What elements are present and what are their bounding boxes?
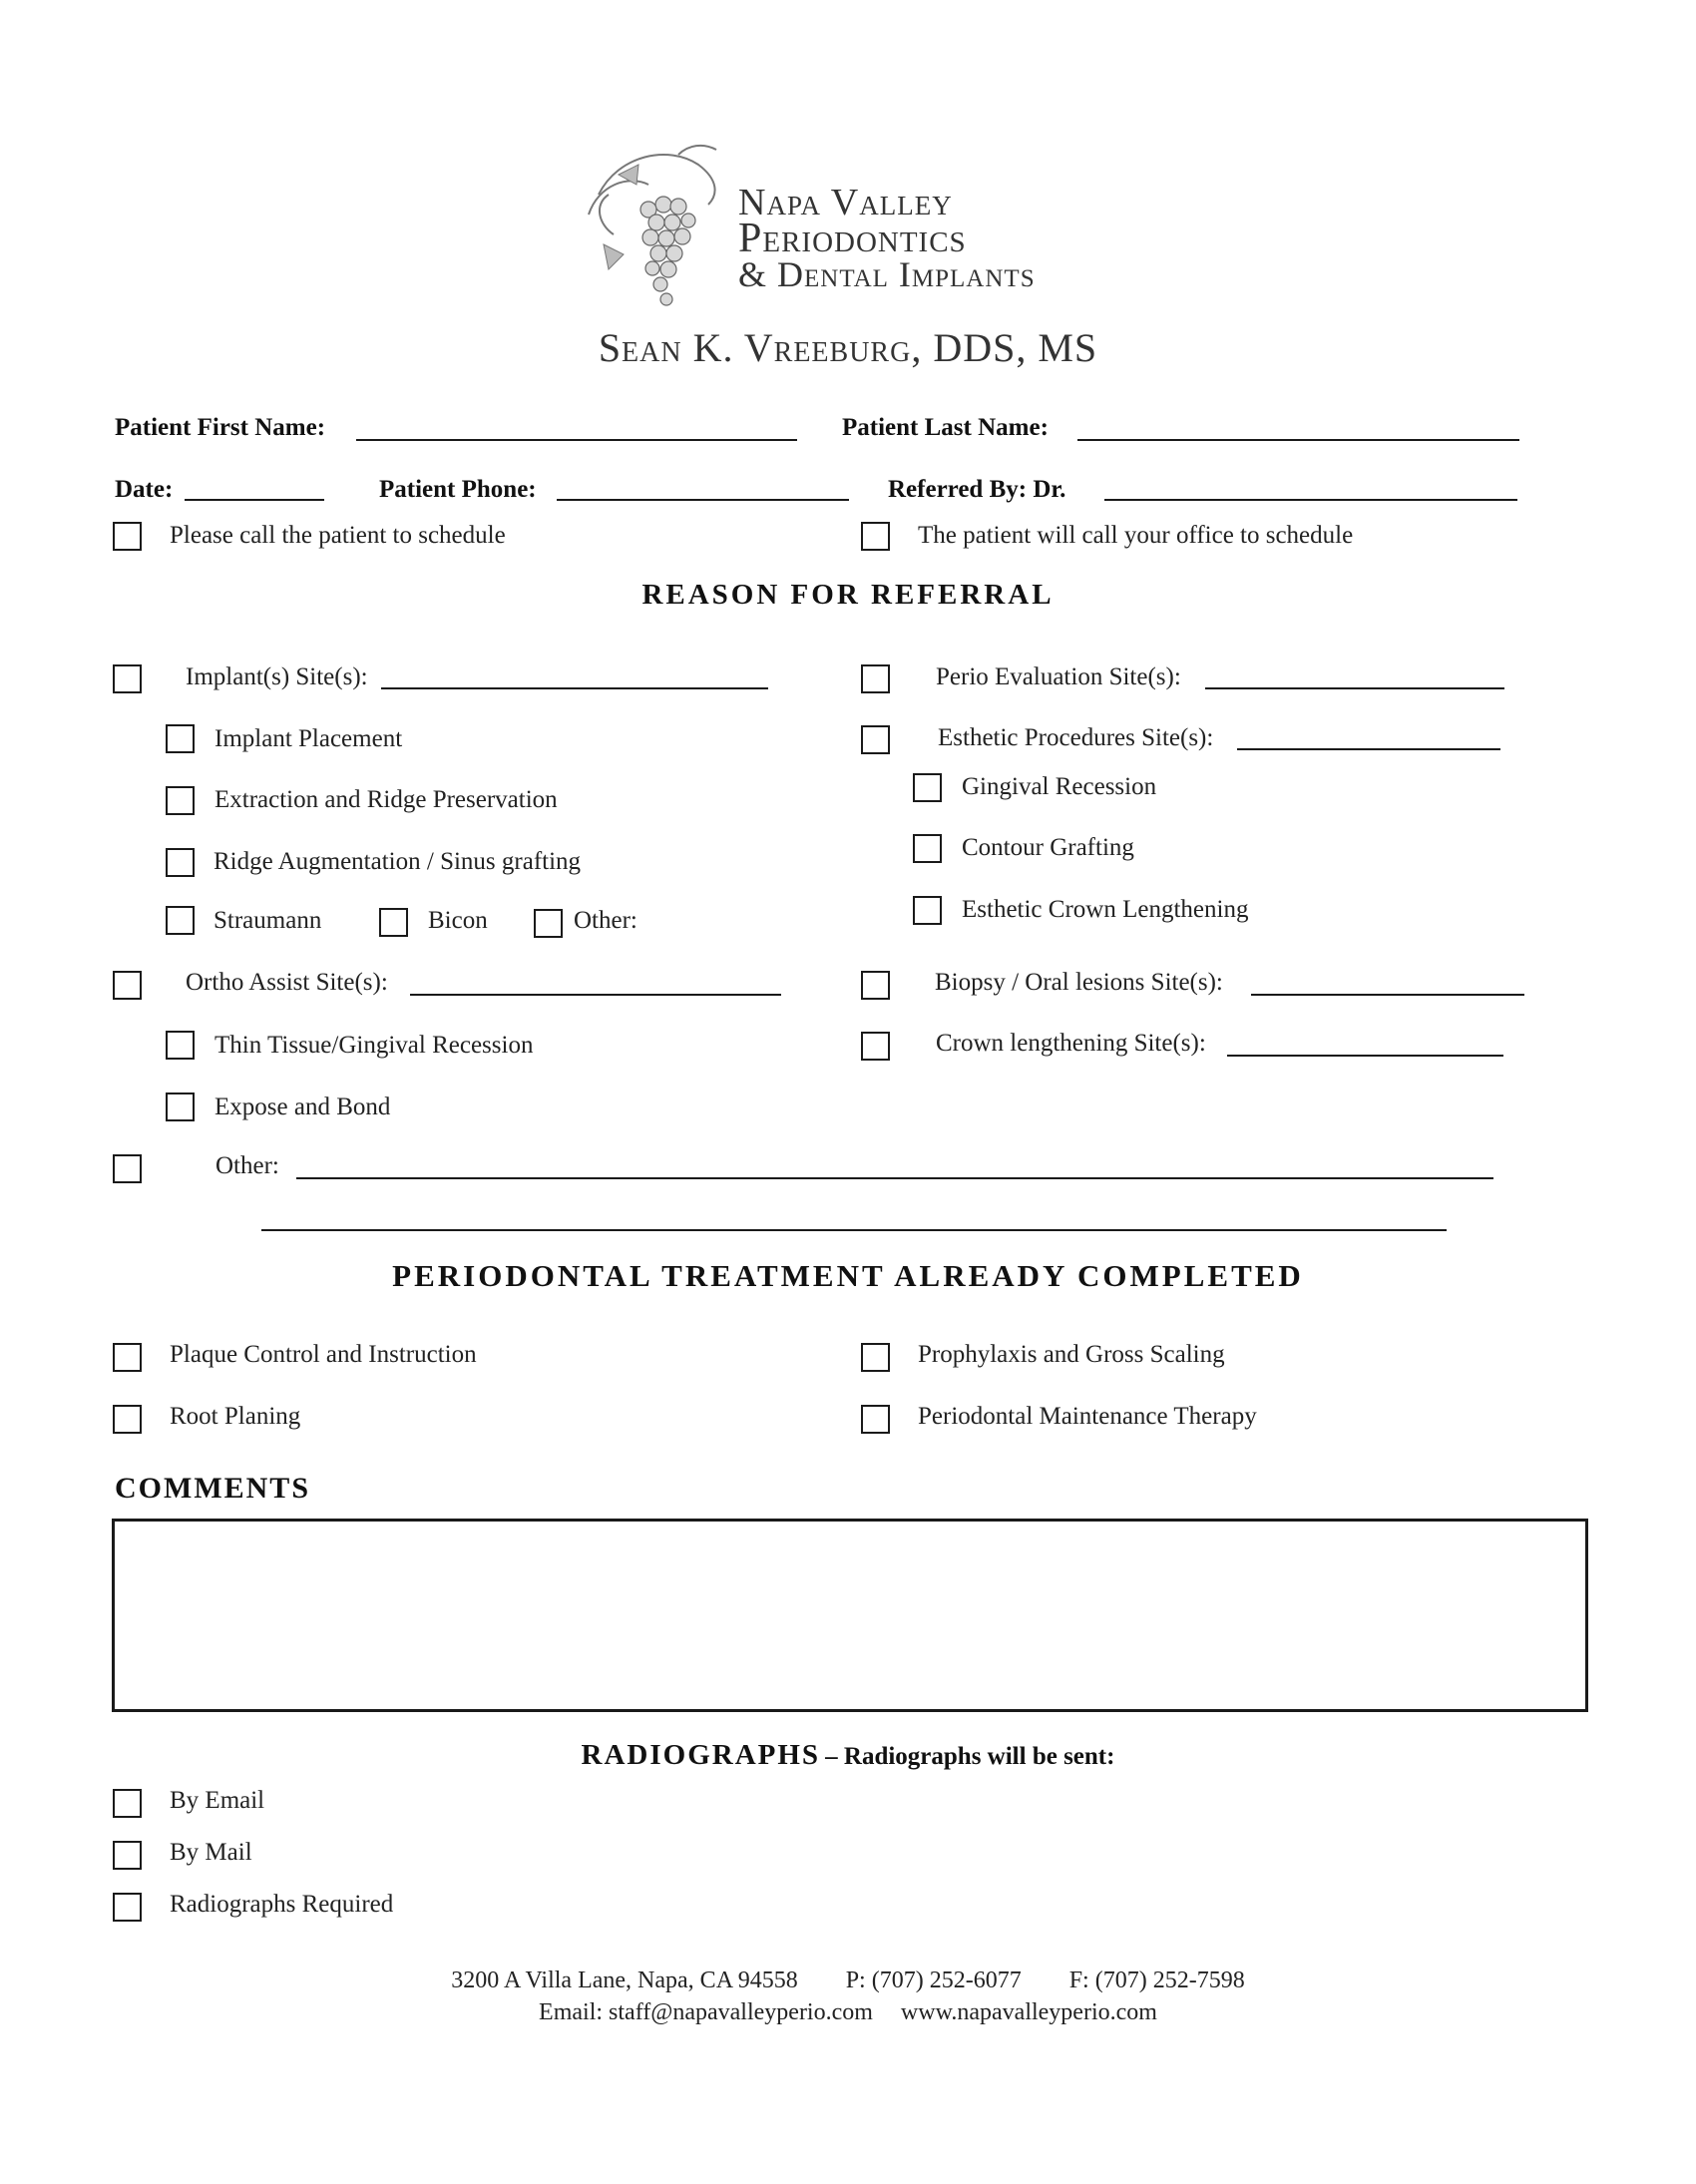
contour-grafting-label: Contour Grafting [962, 834, 1134, 861]
date-field[interactable] [185, 499, 324, 501]
expose-bond-checkbox[interactable] [166, 1092, 195, 1121]
practice-name-line2: Periodontics [738, 216, 967, 261]
thin-tissue-checkbox[interactable] [166, 1031, 195, 1060]
expose-bond-label: Expose and Bond [214, 1093, 391, 1120]
bicon-checkbox[interactable] [379, 908, 408, 937]
esthetic-crown-checkbox[interactable] [913, 896, 942, 925]
other-brand-label: Other: [574, 907, 637, 934]
ortho-assist-site-field[interactable] [410, 994, 781, 996]
extraction-label: Extraction and Ridge Preservation [214, 786, 558, 813]
perio-eval-label: Perio Evaluation Site(s): [936, 663, 1181, 690]
radiographs-title: RADIOGRAPHS [581, 1739, 821, 1771]
biopsy-label: Biopsy / Oral lesions Site(s): [935, 969, 1223, 996]
crown-lengthening-checkbox[interactable] [861, 1032, 890, 1061]
root-planing-label: Root Planing [170, 1403, 301, 1430]
other-reason-checkbox[interactable] [113, 1154, 142, 1183]
ortho-assist-checkbox[interactable] [113, 971, 142, 1000]
maintenance-label: Periodontal Maintenance Therapy [918, 1403, 1257, 1430]
practice-name-line3: & Dental Implants [738, 254, 1036, 294]
footer-address: 3200 A Villa Lane, Napa, CA 94558 [451, 1967, 798, 1993]
reason-title: REASON FOR REFERRAL [641, 579, 1055, 611]
implants-site-field[interactable] [381, 687, 768, 689]
call-patient-label: Please call the patient to schedule [170, 522, 506, 549]
prophylaxis-label: Prophylaxis and Gross Scaling [918, 1341, 1225, 1368]
plaque-control-label: Plaque Control and Instruction [170, 1341, 477, 1368]
maintenance-checkbox[interactable] [861, 1405, 890, 1434]
first-name-field[interactable] [356, 439, 797, 441]
referred-by-field[interactable] [1104, 499, 1517, 501]
grape-logo [579, 135, 738, 314]
other-reason-label: Other: [215, 1152, 279, 1179]
phone-label: Patient Phone: [379, 476, 537, 503]
implants-label: Implant(s) Site(s): [186, 663, 368, 690]
last-name-field[interactable] [1077, 439, 1519, 441]
footer-email[interactable]: Email: staff@napavalleyperio.com [539, 1999, 873, 2025]
treatment-title: PERIODONTAL TREATMENT ALREADY COMPLETED [392, 1258, 1304, 1293]
patient-will-call-label: The patient will call your office to schedule [918, 522, 1354, 549]
footer-website[interactable]: www.napavalleyperio.com [900, 1999, 1157, 2025]
other-brand-checkbox[interactable] [534, 909, 563, 938]
last-name-label: Patient Last Name: [842, 414, 1049, 441]
ridge-augmentation-checkbox[interactable] [166, 848, 195, 877]
biopsy-site-field[interactable] [1251, 994, 1524, 996]
radiographs-subtitle: – Radiographs will be sent: [825, 1743, 1115, 1770]
ortho-assist-label: Ortho Assist Site(s): [186, 969, 388, 996]
crown-lengthening-site-field[interactable] [1227, 1055, 1503, 1057]
esthetic-site-field[interactable] [1237, 748, 1500, 750]
plaque-control-checkbox[interactable] [113, 1343, 142, 1372]
radiographs-required-checkbox[interactable] [113, 1893, 142, 1922]
footer-line1 [0, 1966, 1696, 1995]
footer-fax: F: (707) 252-7598 [1068, 1967, 1245, 1993]
crown-lengthening-label: Crown lengthening Site(s): [936, 1030, 1206, 1057]
referred-by-label: Referred By: Dr. [888, 476, 1066, 503]
by-mail-checkbox[interactable] [113, 1841, 142, 1870]
straumann-checkbox[interactable] [166, 906, 195, 935]
date-label: Date: [115, 476, 174, 503]
first-name-label: Patient First Name: [115, 414, 326, 441]
other-reason-field[interactable] [296, 1177, 1493, 1179]
comments-title: COMMENTS [115, 1472, 310, 1505]
call-patient-checkbox[interactable] [113, 522, 142, 551]
footer-line2 [0, 1997, 1696, 2027]
esthetic-checkbox[interactable] [861, 725, 890, 754]
gingival-recession-checkbox[interactable] [913, 773, 942, 802]
implant-placement-label: Implant Placement [214, 725, 403, 752]
by-mail-label: By Mail [170, 1839, 252, 1866]
practice-name-line1: Napa Valley [738, 182, 953, 223]
footer-phone: P: (707) 252-6077 [845, 1967, 1022, 1993]
comments-box[interactable] [112, 1519, 1588, 1712]
implants-checkbox[interactable] [113, 664, 142, 693]
extraction-checkbox[interactable] [166, 786, 195, 815]
root-planing-checkbox[interactable] [113, 1405, 142, 1434]
bicon-label: Bicon [428, 907, 488, 934]
esthetic-crown-label: Esthetic Crown Lengthening [962, 896, 1249, 923]
prophylaxis-checkbox[interactable] [861, 1343, 890, 1372]
implant-placement-checkbox[interactable] [166, 724, 195, 753]
biopsy-checkbox[interactable] [861, 971, 890, 1000]
perio-eval-site-field[interactable] [1205, 687, 1504, 689]
phone-field[interactable] [557, 499, 849, 501]
perio-eval-checkbox[interactable] [861, 664, 890, 693]
other-reason-field-2[interactable] [261, 1229, 1447, 1231]
patient-will-call-checkbox[interactable] [861, 522, 890, 551]
radiographs-required-label: Radiographs Required [170, 1891, 394, 1918]
doctor-name: Sean K. Vreeburg, DDS, MS [598, 325, 1098, 370]
by-email-label: By Email [170, 1787, 265, 1814]
by-email-checkbox[interactable] [113, 1789, 142, 1818]
straumann-label: Straumann [213, 907, 322, 934]
radiographs-heading [0, 1739, 1696, 1772]
thin-tissue-label: Thin Tissue/Gingival Recession [214, 1032, 534, 1059]
contour-grafting-checkbox[interactable] [913, 834, 942, 863]
practice-name [738, 182, 1036, 294]
ridge-augmentation-label: Ridge Augmentation / Sinus grafting [213, 848, 582, 875]
esthetic-label: Esthetic Procedures Site(s): [938, 724, 1214, 751]
gingival-recession-label: Gingival Recession [962, 773, 1157, 800]
